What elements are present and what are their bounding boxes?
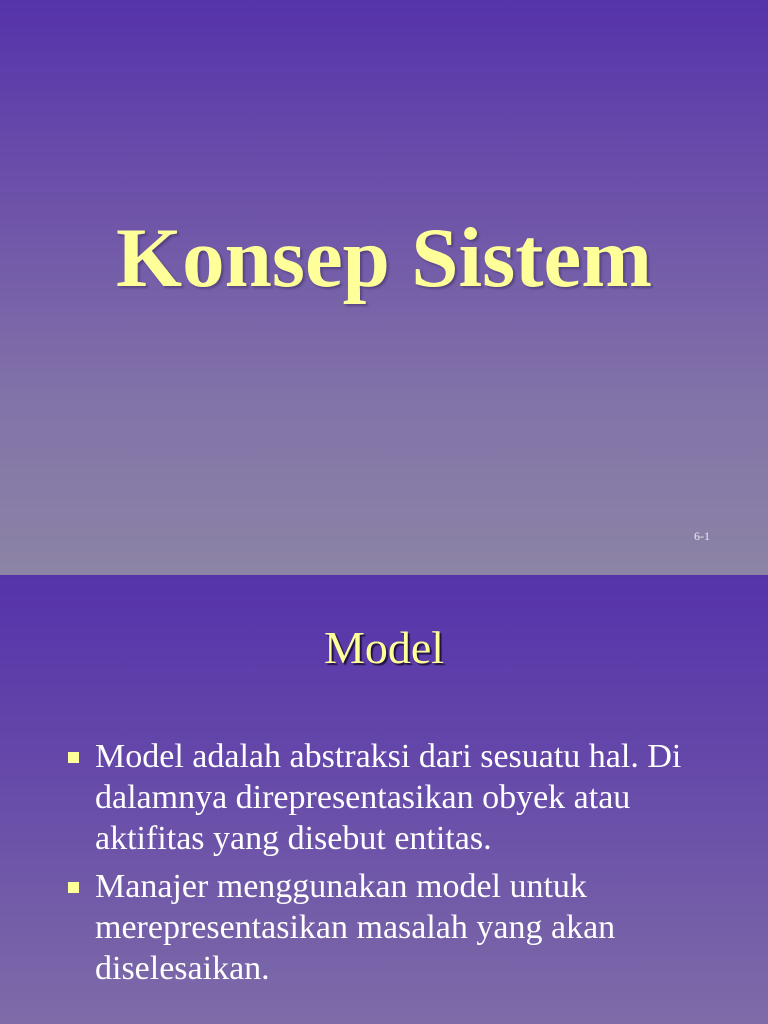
slide-title: Konsep Sistem xyxy=(115,211,653,305)
slide-number: 6-1 xyxy=(694,529,710,543)
slide-2 xyxy=(0,575,768,1024)
bullet-item xyxy=(95,737,715,859)
bullet-text: Manajer menggunakan model untuk merepresentasikan masalah yang akan diselesaikan. xyxy=(95,868,616,987)
bullet-item xyxy=(95,867,715,989)
bullet-square-icon xyxy=(68,752,79,763)
bullet-square-icon xyxy=(68,882,79,893)
slide-title: Model xyxy=(323,622,445,673)
bullet-list xyxy=(95,737,715,998)
bullet-text: Model adalah abstraksi dari sesuatu hal. Di dalamnya direpresentasikan obyek atau aktifitas yang disebut entitas. xyxy=(95,738,682,857)
